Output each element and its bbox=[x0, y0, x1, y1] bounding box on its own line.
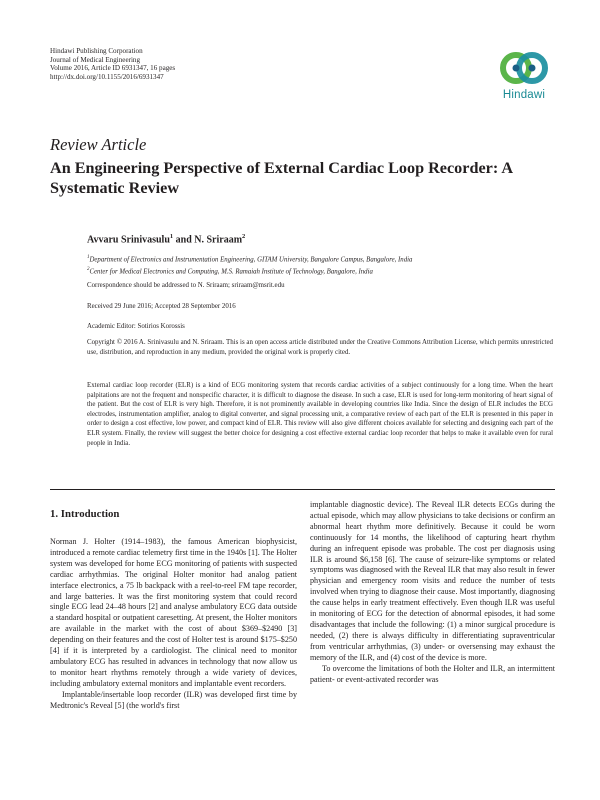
body-column-left bbox=[50, 537, 297, 712]
abstract: External cardiac loop recorder (ELR) is a kind of ECG monitoring system that records cardiac activities of a subject continuously for a long time. When the heart palpitations are not the frequent and nonspecific character, it is difficult to diagnose the disease. In such a case, ELR is used for long-term monitoring of heart signal of the patient. But the cost of ELR is very high. Therefore, it is not prominently available in developing countries like India. Since the design of ELR includes the ECG electrodes, instrumentation amplifier, analog to digital converter, and signal processing unit, a comparative review of each part of the ELR is presented in this paper in order to design a cost effective, low power, and compact kind of ELR. This review will also give different choices available for selecting and designing each part of the ELR system. Finally, the review will suggest the better choice for designing a cost effective external cardiac loop recorder that helps to make it available even for rural people in India. bbox=[87, 382, 553, 447]
article-title: An Engineering Perspective of External Cardiac Loop Recorder: A Systematic Review bbox=[50, 159, 513, 197]
affiliation-text: Department of Electronics and Instrumentation Engineering, GITAM University, Bangalore Campus, Bangalore, India bbox=[89, 256, 413, 264]
journal-header bbox=[50, 47, 175, 81]
paragraph: Implantable/insertable loop recorder (ILR) was developed first time by Medtronic's Reveal [5] (the world's first bbox=[50, 689, 297, 710]
author-affiliation-marker: 1 bbox=[169, 233, 174, 240]
dates: Received 29 June 2016; Accepted 28 September 2016 bbox=[87, 303, 236, 310]
section-divider bbox=[50, 489, 555, 490]
volume-line: Volume 2016, Article ID 6931347, 16 pages bbox=[50, 64, 176, 73]
affiliation-marker: 1 bbox=[87, 255, 90, 260]
hindawi-logo bbox=[493, 48, 555, 101]
body-column-right bbox=[310, 500, 555, 685]
author-affiliation-marker: 2 bbox=[242, 233, 246, 240]
author-list bbox=[87, 233, 245, 245]
logo-wordmark: Hindawi bbox=[502, 89, 546, 101]
author-name: N. Sriraam bbox=[194, 234, 243, 246]
author-name: Avvaru Srinivasulu bbox=[87, 234, 170, 246]
copyright-notice: Copyright © 2016 A. Srinivasulu and N. Sriraam. This is an open access article distributed under the Creative Commons Attribution License, which permits unrestricted use, distribution, and reproduction in any medium, provided the original work is properly cited. bbox=[87, 339, 553, 356]
affiliation-marker: 2 bbox=[87, 266, 90, 272]
publisher-line: Hindawi Publishing Corporation bbox=[50, 47, 143, 55]
paragraph: implantable diagnostic device). The Reveal ILR detects ECGs during the actual episode, which may allow physicians to take decisions or confirm an abnormal heart rhythm more definitively. Because it could be worn continuously for 14 months, the likelihood of capturing heart rhythm during an infrequent episode was probable. The cost per diagnosis using ILR is around $6,158 [6]. The cause of seizure-like symptoms or related symptoms was diagnosed with the Reveal ILR that may also result in fewer physician and emergency room visits and reduce the number of tests involved when trying to diagnose their cause. Most importantly, diagnosing the cause helps in early treatment effectively. Even though ILR was useful in monitoring of ECG for the detection of abnormal episodes, it had some disadvantages that include the following: (1) a minor surgical procedure is needed, (2) there is always difficulty in differentiating supraventricular from ventricular arrhythmias, (3) under- or oversensing may exhaust the memory of the ILR, and (4) cost of the device is more. bbox=[310, 500, 555, 662]
journal-name: Journal of Medical Engineering bbox=[50, 55, 141, 64]
article-type: Review Article bbox=[50, 135, 147, 154]
paragraph: To overcome the limitations of both the Holter and ILR, an intermittent patient- or event-activated recorder was bbox=[310, 663, 555, 684]
academic-editor: Academic Editor: Sotirios Korossis bbox=[87, 323, 185, 330]
affiliations bbox=[87, 253, 412, 277]
affiliation-line bbox=[87, 253, 412, 265]
correspondence: Correspondence should be addressed to N. Sriraam; sriraam@msrit.edu bbox=[87, 282, 285, 289]
section-heading: 1. Introduction bbox=[50, 508, 120, 520]
paragraph: Norman J. Holter (1914–1983), the famous American biophysicist, introduced a remote cardiac telemetry first time in the 1940s [1]. The Holter system was developed for home ECG monitoring of patients with suspected cardiac arrhythmias. The original Holter monitor had analog patient interface electronics, a 75 lb backpack with a reel-to-reel FM tape recorder, and large batteries. It was the first monitoring system that could record single ECG lead 24–48 hours [2] and analyse ambulatory ECG data outside a standard hospital or outpatient caresetting. At present, the Holter monitors are available in the market with the cost of about $369–$2490 [3] depending on their features and the cost of Holter test is around $175–$250 [4] if it is interpreted by a cardiologist. The clinical need to monitor ambulatory ECG has resulted in advances in technology that now allow us to monitor heart rhythms remotely through a wide variety of devices, including ambulatory external monitors and implantable event recorders. bbox=[50, 537, 297, 688]
doi-link[interactable]: http://dx.doi.org/10.1155/2016/6931347 bbox=[50, 72, 164, 81]
author-separator: and bbox=[173, 234, 195, 246]
hindawi-rings-icon bbox=[499, 48, 549, 88]
affiliation-text: Center for Medical Electronics and Computing, M.S. Ramaiah Institute of Technology, Bangalore, India bbox=[89, 268, 373, 276]
affiliation-line bbox=[87, 265, 412, 277]
